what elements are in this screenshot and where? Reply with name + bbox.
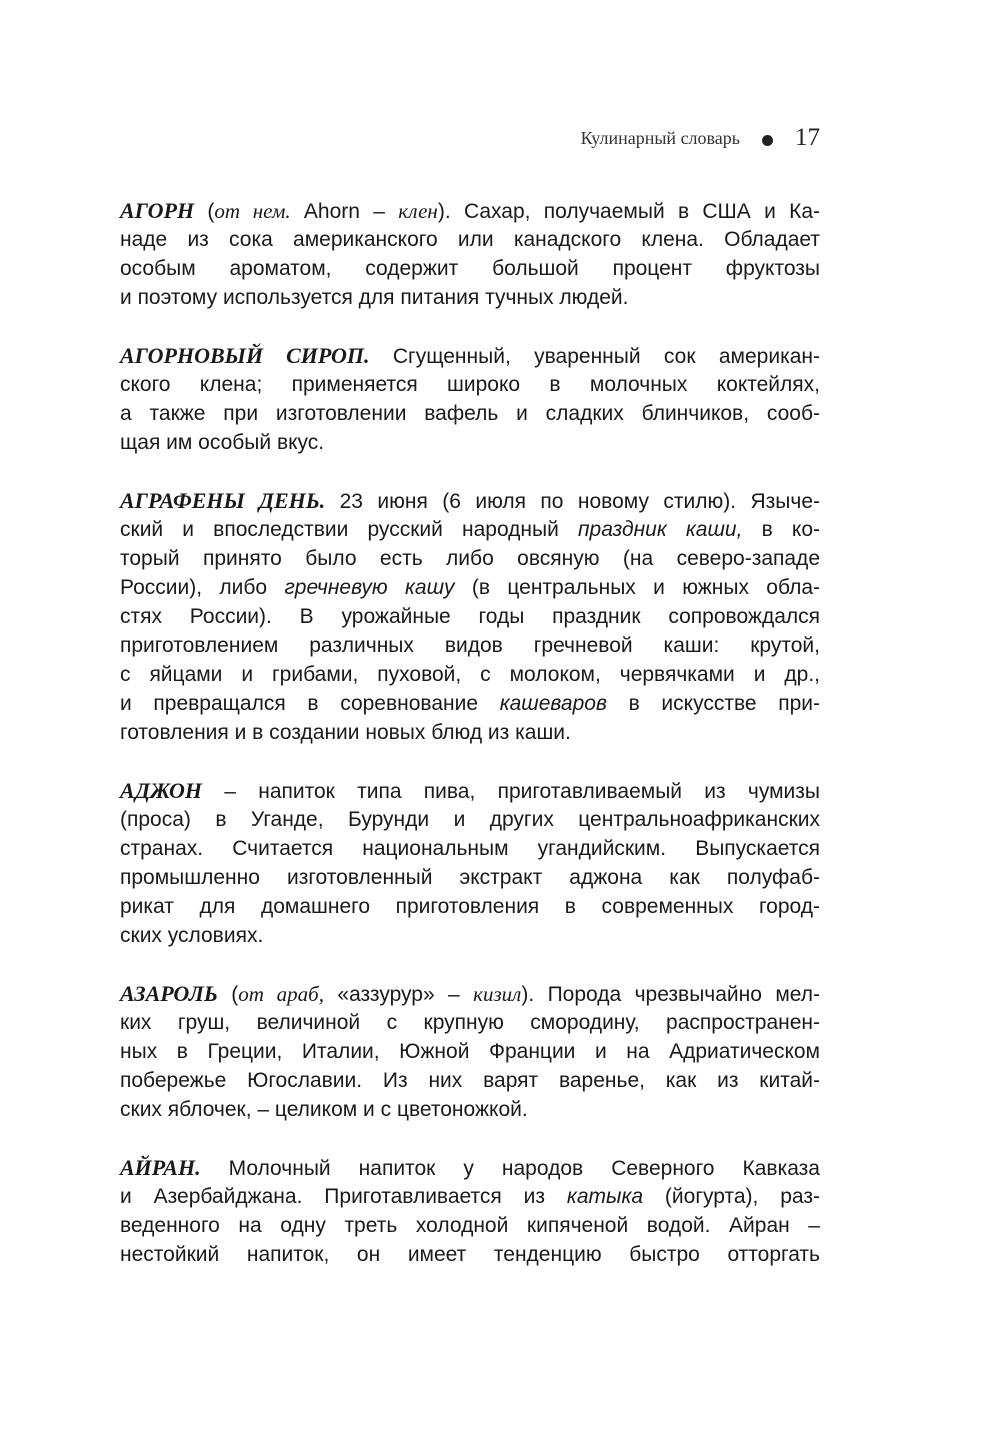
- entry-text: в ко-: [742, 518, 820, 541]
- text-line: [120, 892, 820, 921]
- entry-text: Ahorn –: [290, 200, 399, 223]
- text-line: [120, 1066, 820, 1095]
- text-line: [120, 718, 820, 747]
- dictionary-entry: [120, 341, 820, 457]
- entry-text: щая им особый вкус.: [120, 431, 325, 454]
- entry-text: странах. Считается национальным угандийским. Выпускается: [120, 837, 820, 860]
- entry-text: Молочный напиток у народов Северного Кавказа: [200, 1157, 820, 1180]
- text-line: [120, 283, 820, 312]
- entry-text: (: [194, 200, 215, 223]
- entry-text: веденного на одну треть холодной кипяченой водой. Айран –: [120, 1214, 820, 1237]
- text-line: [120, 428, 820, 457]
- text-line: [120, 805, 820, 834]
- entry-emphasis: кизил: [473, 982, 522, 1006]
- text-line: [120, 979, 820, 1008]
- text-line: [120, 341, 820, 370]
- entry-headword: АГОРНОВЫЙ СИРОП.: [120, 343, 370, 368]
- text-line: [120, 602, 820, 631]
- entry-headword: АЗАРОЛЬ: [120, 981, 218, 1006]
- entry-headword: АЙРАН.: [120, 1155, 201, 1180]
- text-line: [120, 1153, 820, 1182]
- entry-text: стях России). В урожайные годы праздник сопровождался: [120, 605, 820, 628]
- text-line: [120, 689, 820, 718]
- text-line: [120, 921, 820, 950]
- entry-text: нестойкий напиток, он имеет тенденцию быстро отторгать: [120, 1243, 820, 1266]
- text-line: [120, 1008, 820, 1037]
- entry-text: особым ароматом, содержит большой процент фруктозы: [120, 257, 820, 280]
- dictionary-body: [120, 196, 820, 1298]
- entry-text: торый принято было есть либо овсяную (на северо-западе: [120, 547, 820, 570]
- entry-text: рикат для домашнего приготовления в современных город-: [120, 895, 820, 918]
- bullet-icon: [762, 135, 773, 146]
- entry-text: ных в Греции, Италии, Южной Франции и на Адриатическом: [120, 1040, 820, 1063]
- entry-text: ких груш, величиной с крупную смородину, распространен-: [120, 1011, 820, 1034]
- text-line: [120, 196, 820, 225]
- text-line: [120, 370, 820, 399]
- entry-headword: АДЖОН: [120, 778, 203, 803]
- entry-text: (йогурта), раз-: [643, 1185, 820, 1208]
- entry-text: ского клена; применяется широко в молочных коктейлях,: [120, 373, 820, 396]
- entry-emphasis: кашеваров: [499, 692, 607, 715]
- entry-emphasis: гречневую кашу: [284, 576, 455, 599]
- dictionary-entry: [120, 1153, 820, 1269]
- dictionary-entry: [120, 979, 820, 1124]
- entry-text: промышленно изготовленный экстракт аджона как полуфаб-: [120, 866, 820, 889]
- entry-text: наде из сока американского или канадского клена. Обладает: [120, 228, 820, 251]
- text-line: [120, 486, 820, 515]
- text-line: [120, 1211, 820, 1240]
- entry-text: с яйцами и грибами, пуховой, с молоком, червячками и др.,: [120, 663, 820, 686]
- dictionary-entry: [120, 776, 820, 950]
- entry-emphasis: праздник каши,: [578, 518, 743, 541]
- text-line: [120, 225, 820, 254]
- entry-text: ских яблочек, – целиком и с цветоножкой.: [120, 1098, 528, 1121]
- running-title: Кулинарный словарь: [580, 127, 740, 148]
- entry-text: (проса) в Уганде, Бурунди и других центральноафриканских: [120, 808, 820, 831]
- text-line: [120, 834, 820, 863]
- text-line: [120, 544, 820, 573]
- entry-text: ский и впоследствии русский народный: [120, 518, 578, 541]
- entry-text: приготовлением различных видов гречневой каши: крутой,: [120, 634, 820, 657]
- entry-emphasis: катыка: [566, 1185, 644, 1208]
- text-line: [120, 660, 820, 689]
- entry-text: и поэтому используется для питания тучных людей.: [120, 286, 629, 309]
- entry-headword: АГОРН: [120, 198, 195, 223]
- text-line: [120, 515, 820, 544]
- dictionary-entry: [120, 196, 820, 312]
- text-line: [120, 776, 820, 805]
- text-line: [120, 631, 820, 660]
- dictionary-entry: [120, 486, 820, 747]
- entry-text: ). Порода чрезвычайно мел-: [521, 983, 821, 1006]
- entry-text: (: [217, 983, 239, 1006]
- text-line: [120, 1182, 820, 1211]
- page-number: 17: [795, 124, 820, 151]
- text-line: [120, 1037, 820, 1066]
- entry-text: ). Сахар, получаемый в США и Ка-: [437, 200, 820, 223]
- entry-text: Сгущенный, уваренный сок американ-: [369, 345, 820, 368]
- text-line: [120, 254, 820, 283]
- entry-emphasis: от нем.: [214, 199, 291, 223]
- entry-text: побережье Югославии. Из них варят варенье, как из китай-: [120, 1069, 820, 1092]
- entry-text: «аззурур» –: [324, 983, 474, 1006]
- entry-emphasis: от араб,: [238, 982, 324, 1006]
- text-line: [120, 1240, 820, 1269]
- text-line: [120, 863, 820, 892]
- entry-text: и Азербайджана. Приготавливается из: [120, 1185, 567, 1208]
- text-line: [120, 399, 820, 428]
- entry-text: готовления и в создании новых блюд из каши.: [120, 721, 571, 744]
- running-header: [581, 124, 820, 152]
- text-line: [120, 573, 820, 602]
- entry-text: России), либо: [120, 576, 285, 599]
- entry-headword: АГРАФЕНЫ ДЕНЬ.: [120, 488, 326, 513]
- entry-text: 23 июня (6 июля по новому стилю). Языче-: [325, 490, 820, 513]
- entry-text: – напиток типа пива, приготавливаемый из чумизы: [202, 780, 820, 803]
- entry-text: а также при изготовлении вафель и сладких блинчиков, сооб-: [120, 402, 820, 425]
- entry-text: в искусстве при-: [606, 692, 820, 715]
- entry-emphasis: клен: [398, 199, 438, 223]
- entry-text: ских условиях.: [120, 924, 264, 947]
- text-line: [120, 1095, 820, 1124]
- entry-text: (в центральных и южных обла-: [454, 576, 820, 599]
- entry-text: и превращался в соревнование: [120, 692, 500, 715]
